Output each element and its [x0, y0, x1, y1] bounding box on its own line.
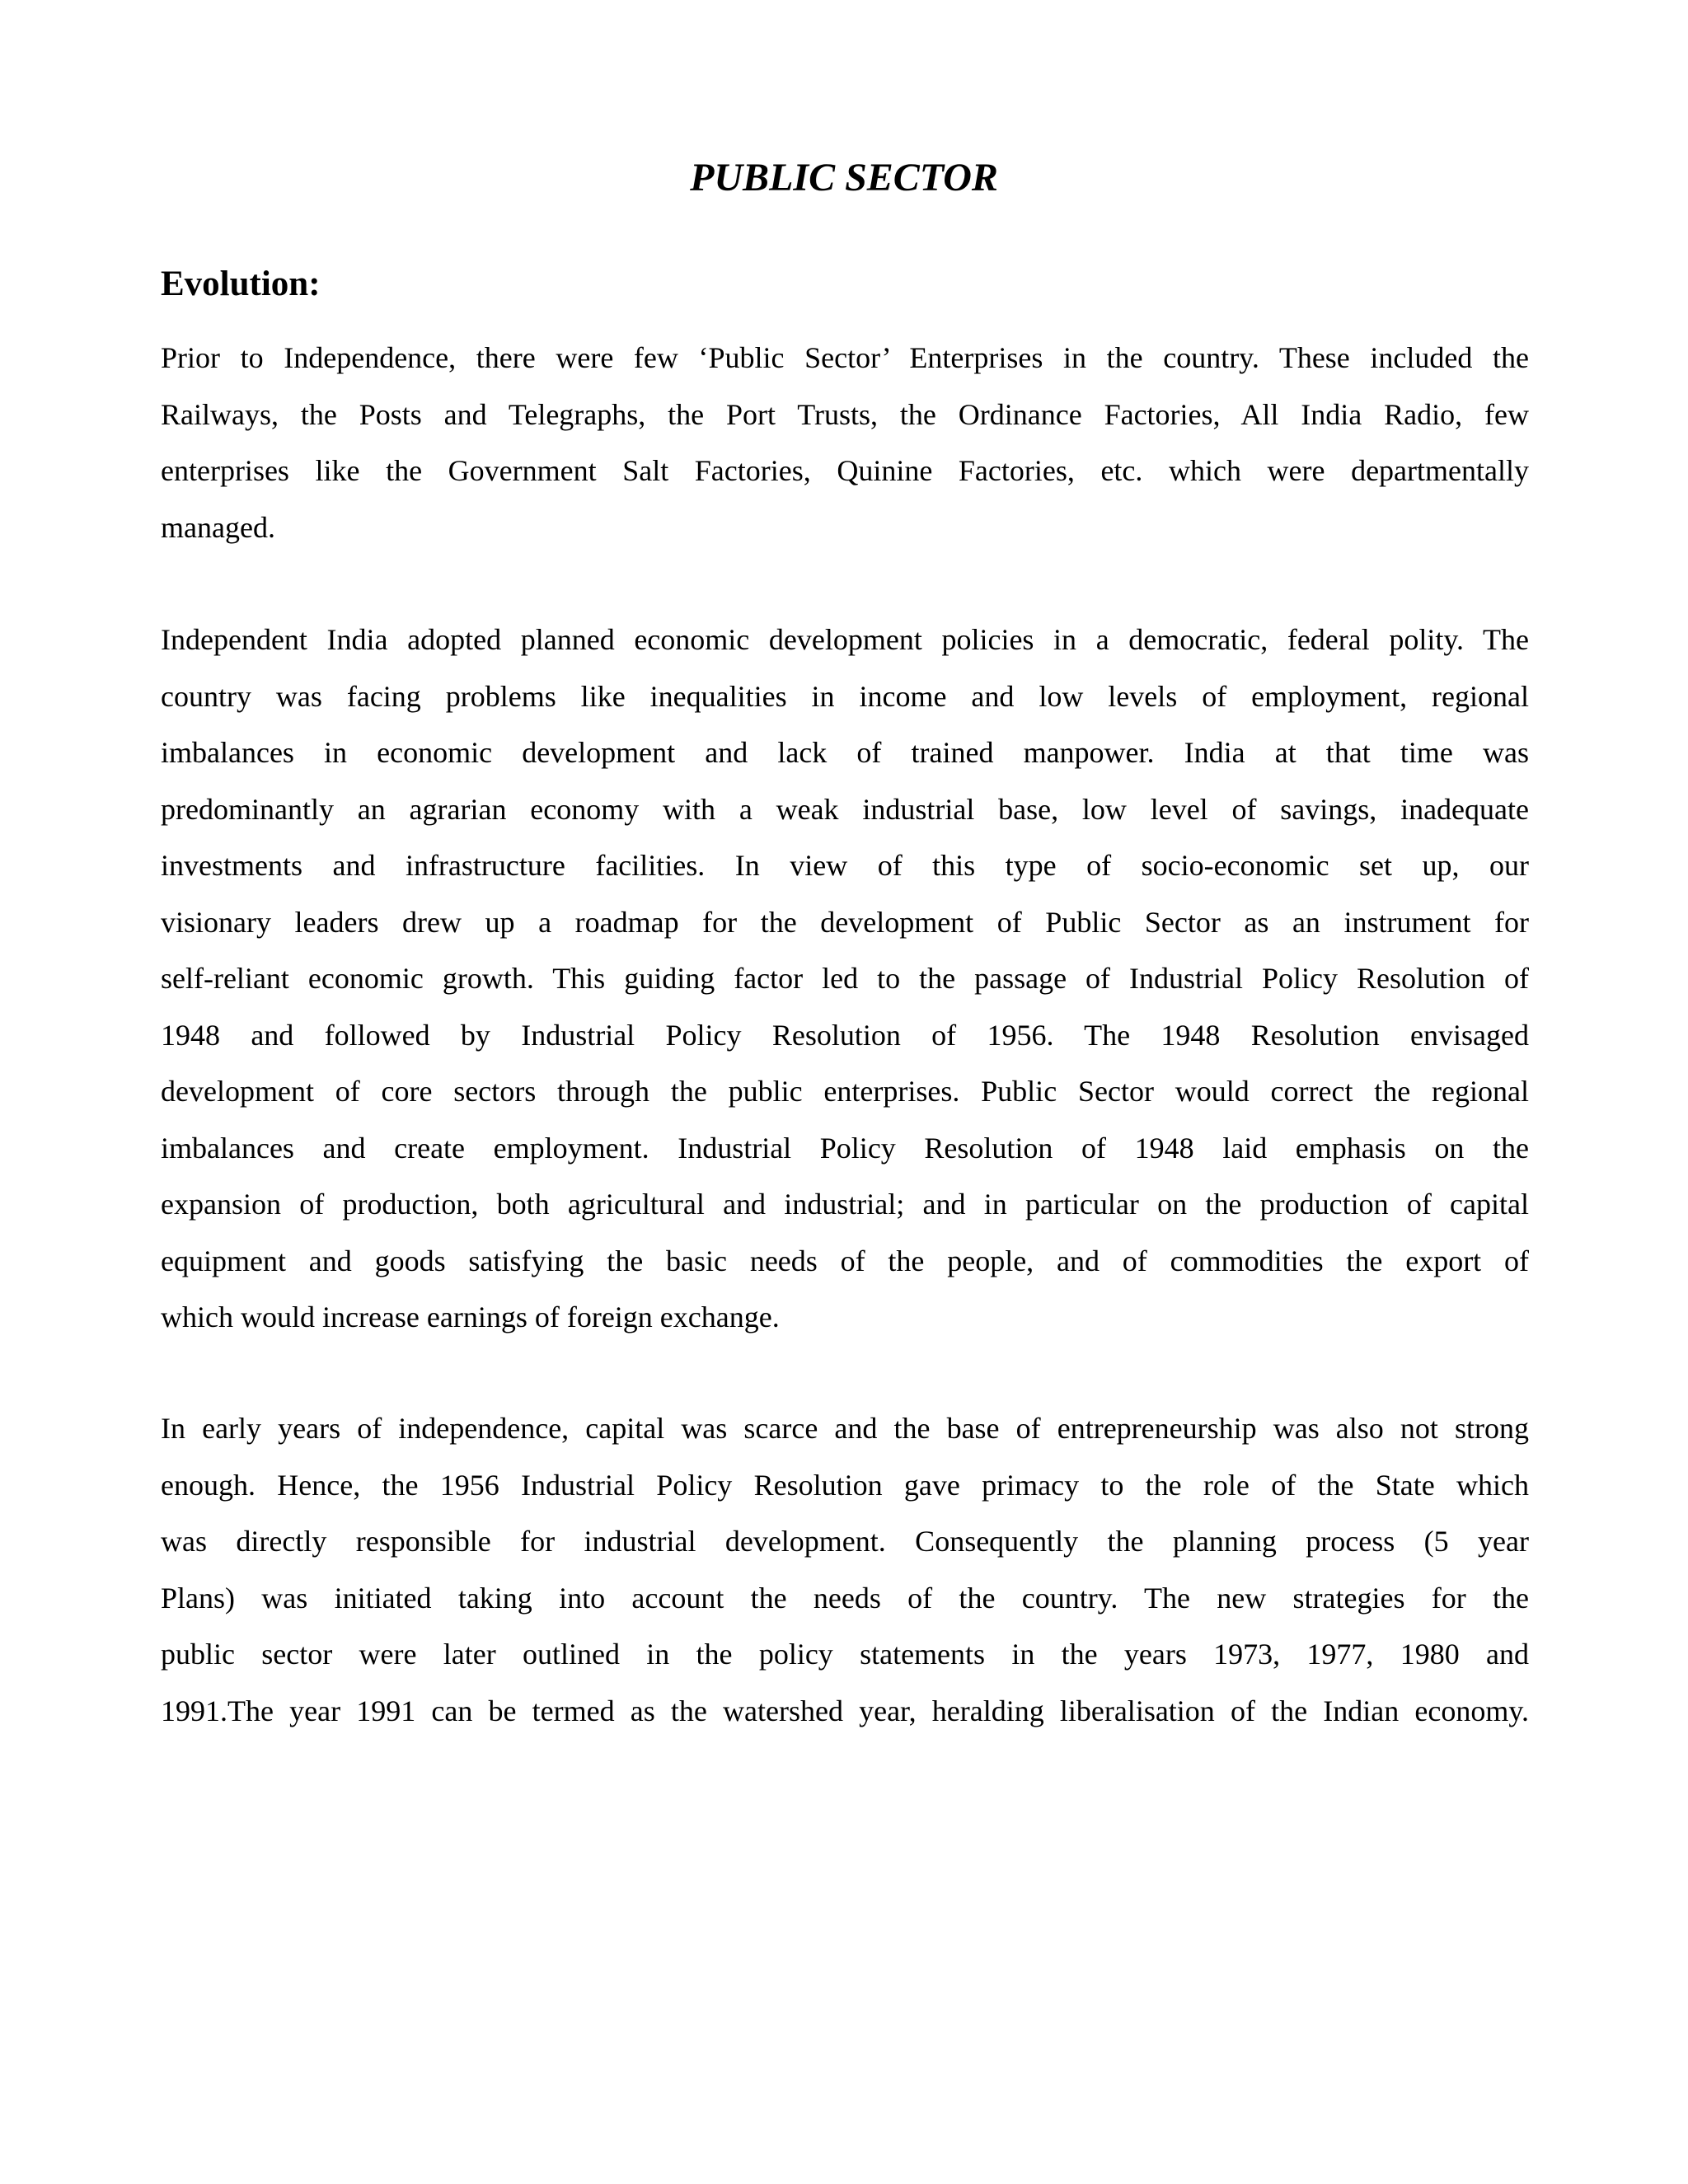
section-heading: Evolution: [161, 265, 321, 303]
text-line: 1948 and followed by Industrial Policy Resolution of 1956. The 1948 Resolution envisaged [161, 1018, 1529, 1052]
text-line: was directly responsible for industrial development. Consequently the planning process (5 year [161, 1525, 1529, 1558]
text-line: investments and infrastructure facilities. In view of this type of socio-economic set up, our [161, 849, 1529, 882]
text-line: managed. [161, 510, 275, 544]
text-line: which would increase earnings of foreign exchange. [161, 1301, 780, 1333]
text-line: In early years of independence, capital was scarce and the base of entrepreneurship was also not strong [161, 1412, 1529, 1445]
document-title: PUBLIC SECTOR [690, 156, 998, 199]
text-line: imbalances in economic development and lack of trained manpower. India at that time was [161, 736, 1529, 769]
paragraph-pre-independence [161, 330, 1529, 555]
text-line: Independent India adopted planned economic development policies in a democratic, federal polity. The [161, 623, 1529, 656]
text-line: imbalances and create employment. Industrial Policy Resolution of 1948 laid emphasis on the [161, 1131, 1529, 1165]
text-line: enterprises like the Government Salt Factories, Quinine Factories, etc. which were departmentally [161, 454, 1529, 487]
text-line: public sector were later outlined in the policy statements in the years 1973, 1977, 1980 and [161, 1638, 1529, 1671]
text-line: predominantly an agrarian economy with a weak industrial base, low level of savings, inadequate [161, 792, 1529, 826]
text-line: enough. Hence, the 1956 Industrial Policy Resolution gave primacy to the role of the State which [161, 1468, 1529, 1502]
text-line: country was facing problems like inequalities in income and low levels of employment, regional [161, 679, 1529, 713]
text-line: visionary leaders drew up a roadmap for the development of Public Sector as an instrument for [161, 905, 1529, 939]
text-line: Plans) was initiated taking into account the needs of the country. The new strategies for the [161, 1581, 1529, 1615]
text-line: development of core sectors through the public enterprises. Public Sector would correct the regional [161, 1075, 1529, 1108]
text-line: self-reliant economic growth. This guiding factor led to the passage of Industrial Policy Resolution of [161, 962, 1529, 995]
text-line: equipment and goods satisfying the basic needs of the people, and of commodities the export of [161, 1244, 1529, 1277]
paragraph-early-years [161, 1400, 1529, 1739]
text-line: Railways, the Posts and Telegraphs, the Port Trusts, the Ordinance Factories, All India Radio, few [161, 397, 1529, 431]
text-line: 1991.The year 1991 can be termed as the watershed year, heralding liberalisation of the Indian economy. [161, 1694, 1529, 1727]
text-line: Prior to Independence, there were few ‘Public Sector’ Enterprises in the country. These included the [161, 341, 1529, 374]
paragraph-independent-india [161, 612, 1529, 1346]
text-line: expansion of production, both agricultural and industrial; and in particular on the production of capital [161, 1188, 1529, 1221]
